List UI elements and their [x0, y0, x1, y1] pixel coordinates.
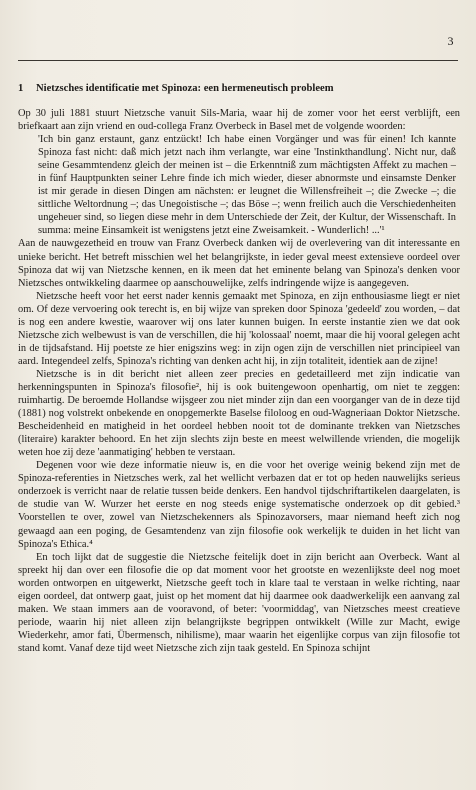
- page-body: [18, 82, 460, 655]
- section-heading: [18, 82, 460, 95]
- page-number: 3: [447, 34, 454, 48]
- section-number: 1: [18, 83, 24, 94]
- section-title: Nietzsches identificatie met Spinoza: een hermeneutisch probleem: [36, 83, 334, 94]
- paragraph-4: Degenen voor wie deze informatie nieuw is, en die voor het overige weinig bekend zijn met de Spinoza-referenties in Nietzsches werk, zal het wellicht verbazen dat er tot op heden nauwelijks serieus onderzoek is verricht naar de relatie tussen beide denkers. Een handvol tijdschriftartikelen daargelaten, is de studie van W. Wurzer het eerste en nog steeds enige systematische onderzoek op dit gebied.³ Voorstellen te over, zowel van Nietzschekenners als Spinozavorsers, maar niemand heeft zich nog gewaagd aan een poging, de Gesamtendenz van zijn filosofie ook werkelijk te duiden in het licht van Spinoza's Ethica.⁴: [18, 460, 460, 550]
- paragraph-3: Nietzsche is in dit bericht niet alleen zeer precies en gedetailleerd met zijn indicatie van herkenningspunten in Spinoza's filosofie², hij is ook buitengewoon openhartig, om niet te zeggen: ruimhartig. De beroemde Hollandse wijsgeer zou niet minder zijn dan een voorganger van de in deze tijd (1881) nog volstrekt onbekende en onopgemerkte Baselse filoloog en oud-Wagneriaan Doktor Nietzsche. Bescheidenheid en matigheid in het oordeel hebben nooit tot de dominante trekken van Nietzsches (literaire) karakter behoord. En het zijn slechts zijn beste en meest welwillende vrienden, die mogelijk weten hoe zij deze 'aanmatiging' hebben te verstaan.: [18, 368, 460, 459]
- paragraph-intro: Op 30 juli 1881 stuurt Nietzsche vanuit Sils-Maria, waar hij de zomer voor het eerst verblijft, een briefkaart aan zijn vriend en oud-collega Franz Overbeck in Basel met de volgende woorden:: [18, 108, 460, 133]
- paragraph-after-quote: Aan de nauwgezetheid en trouw van Franz Overbeck danken wij de overlevering van dit interessante en unieke bericht. Het betreft misschien wel het belangrijkste, in ieder geval meest extensieve oordeel over Spinoza dat wij van Nietzsche kennen, en ik meen dat het eminente belang van Spinoza's denken voor Nietzsches ontwikkeling daarmee op aanschouwelijke, zelfs indringende wijze is aangegeven.: [18, 238, 460, 289]
- paragraph-2: Nietzsche heeft voor het eerst nader kennis gemaakt met Spinoza, en zijn enthousiasme liegt er niet om. Of deze vervoering ook terecht is, en bij wijze van spreken door Spinoza 'gedeeld' zou worden, – dat is nog een andere kwestie, waarover wij ons later kunnen buigen. In eerste instantie zien we dat ook Nietzsche zich welbewust is van de verschillen, die hij 'kolossaal' noemt, maar die hij vooral gelegen acht in de tijdsafstand. Hij poetste ze hier enigszins weg: in zijn ogen zijn de verschillen niet principieel van aard. Integendeel zelfs, Spinoza's richting van denken acht hij, in zijn totaliteit, identiek aan de zijne!: [18, 290, 460, 367]
- paragraph-5: En toch lijkt dat de suggestie die Nietzsche feitelijk doet in zijn bericht aan Overbeck. Want al spreekt hij dan over een filosofie die op dat moment voor het grootste en wezenlijkste deel nog moet worden ontworpen en uitgewerkt, Nietzsche geeft toch in klare taal te verstaan in welke richting, naar eigen oordeel, dat ontwerp gaat, juist op het moment dat hij daarmee ook daadwerkelijk een aanvang zal maken. We staan immers aan de vooravond, of beter: 'voormiddag', van Nietzsches meest creatieve periode, waarin hij niet alleen zijn belangrijkste begrippen ontwikkelt (Wille zur Macht, ewige Wiederkehr, amor fati, Übermensch, nihilisme), maar waarin het eigenlijke corpus van zijn filosofie tot stand komt. Vanaf deze tijd weet Nietzsche zich zijn taak gesteld. En Spinoza schijnt: [18, 551, 460, 654]
- header-rule: [18, 60, 458, 61]
- block-quote-nietzsche-letter: 'Ich bin ganz erstaunt, ganz entzückt! Ich habe einen Vorgänger und was für einen! Ich kannte Spinoza fast nicht: daß mich jetzt nach ihm verlangte, war eine 'Instinkthandlung'. Nicht nur, daß seine Gesammtendenz gleich der meinen ist – die Erkenntniß zum mächtigsten Affekt zu machen – in fünf Hauptpunkten seiner Lehre finde ich mich wieder, dieser abnormste und einsamste Denker ist mir gerade in diesen Dingen am nächsten: er leugnet die Willensfreiheit –; die Zwecke –; die sittliche Weltordnung –; das Unegoistische –; das Böse –; wenn freilich auch die Verschiedenheiten ungeheuer sind, so liegen diese mehr in dem Unterschiede der Zeit, der Kultur, der Wissenschaft. In summa: meine Einsamkeit ist wenigstens jetzt eine Zweisamkeit. - Wunderlich! ...'¹: [38, 134, 456, 237]
